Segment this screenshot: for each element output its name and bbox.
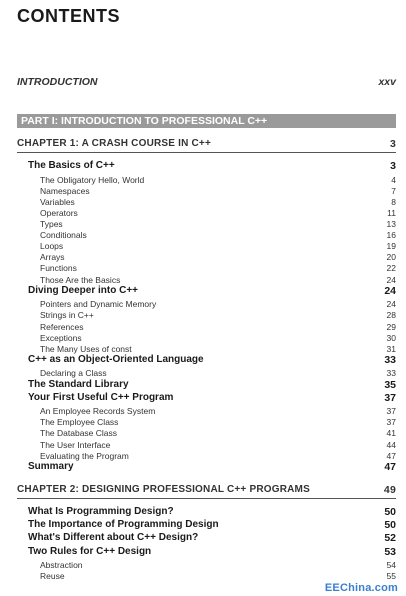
- toc-entry[interactable]: [0, 285, 396, 297]
- toc-entry[interactable]: [0, 392, 396, 404]
- toc-entry[interactable]: [0, 546, 396, 558]
- entry-page: 35: [384, 379, 396, 391]
- entry-page: 13: [386, 219, 396, 229]
- entry-page: 24: [384, 285, 396, 297]
- entry-page: 19: [386, 241, 396, 251]
- toc-entry[interactable]: [0, 263, 396, 275]
- entry-page: 24: [386, 275, 396, 285]
- entry-page: 4: [391, 175, 396, 185]
- entry-label: Functions: [40, 263, 77, 273]
- introduction-page: xxv: [378, 76, 396, 88]
- entry-page: 37: [384, 392, 396, 404]
- entry-label: Two Rules for C++ Design: [28, 546, 152, 557]
- entry-page: 29: [386, 322, 396, 332]
- entry-page: 37: [386, 417, 396, 427]
- entry-label: Operators: [40, 208, 78, 218]
- entry-label: Evaluating the Program: [40, 451, 129, 461]
- entry-page: 7: [391, 186, 396, 196]
- entry-page: 47: [384, 461, 396, 473]
- toc-entry[interactable]: [0, 354, 396, 366]
- entry-label: Arrays: [40, 252, 65, 262]
- entry-label: Loops: [40, 241, 64, 251]
- page-title: CONTENTS: [17, 6, 120, 26]
- entry-label: The Standard Library: [28, 379, 129, 390]
- toc-entry[interactable]: [0, 461, 396, 473]
- entry-label: Abstraction: [40, 560, 83, 570]
- chapter-page: 49: [383, 484, 396, 496]
- entry-label: The Database Class: [40, 428, 118, 438]
- entry-label: What Is Programming Design?: [28, 506, 174, 517]
- entry-page: 50: [384, 506, 396, 518]
- entry-label: The User Interface: [40, 440, 111, 450]
- entry-label: The Basics of C++: [28, 160, 115, 171]
- entry-page: 52: [384, 532, 396, 544]
- toc-entry[interactable]: [0, 160, 396, 172]
- entry-page: 22: [386, 263, 396, 273]
- entry-page: 54: [386, 560, 396, 570]
- entry-label: Your First Useful C++ Program: [28, 392, 174, 403]
- entry-label: Declaring a Class: [40, 368, 107, 378]
- toc-entry[interactable]: [0, 519, 396, 531]
- entry-label: Strings in C++: [40, 310, 94, 320]
- toc-introduction[interactable]: [17, 76, 396, 90]
- watermark: EEChina.com: [324, 582, 398, 594]
- entry-page: 37: [386, 406, 396, 416]
- entry-page: 3: [390, 160, 396, 172]
- entry-page: 28: [386, 310, 396, 320]
- entry-label: Exceptions: [40, 333, 82, 343]
- chapter-2-rule: [17, 498, 396, 499]
- toc-entry[interactable]: [0, 310, 396, 322]
- entry-label: C++ as an Object-Oriented Language: [28, 354, 204, 365]
- toc-entry[interactable]: [0, 428, 396, 440]
- entry-page: 20: [386, 252, 396, 262]
- chapter-label: CHAPTER 1: A CRASH COURSE IN C++: [17, 138, 212, 149]
- chapter-page: 3: [389, 138, 396, 150]
- entry-page: 24: [386, 299, 396, 309]
- entry-label: What's Different about C++ Design?: [28, 532, 199, 543]
- entry-label: Reuse: [40, 571, 65, 581]
- entry-label: Variables: [40, 197, 75, 207]
- entry-label: Pointers and Dynamic Memory: [40, 299, 157, 309]
- entry-label: Namespaces: [40, 186, 90, 196]
- entry-page: 31: [386, 344, 396, 354]
- entry-page: 41: [386, 428, 396, 438]
- entry-page: 44: [386, 440, 396, 450]
- toc-entry[interactable]: [0, 506, 396, 518]
- entry-label: The Employee Class: [40, 417, 119, 427]
- entry-page: 11: [387, 208, 396, 218]
- entry-label: Summary: [28, 461, 74, 472]
- chapter-1-rule: [17, 152, 396, 153]
- entry-page: 50: [384, 519, 396, 531]
- entry-page: 55: [386, 571, 396, 581]
- chapter-label: CHAPTER 2: DESIGNING PROFESSIONAL C++ PROGRAMS: [17, 484, 310, 495]
- entry-page: 33: [386, 368, 396, 378]
- entry-page: 16: [386, 230, 396, 240]
- entry-label: Diving Deeper into C++: [28, 285, 139, 296]
- toc-entry[interactable]: [0, 379, 396, 391]
- entry-page: 53: [384, 546, 396, 558]
- entry-label: Conditionals: [40, 230, 87, 240]
- entry-label: The Importance of Programming Design: [28, 519, 219, 530]
- toc-entry[interactable]: [0, 532, 396, 544]
- entry-label: The Obligatory Hello, World: [40, 175, 145, 185]
- entry-label: References: [40, 322, 84, 332]
- entry-label: Those Are the Basics: [40, 275, 121, 285]
- entry-page: 33: [384, 354, 396, 366]
- entry-label: An Employee Records System: [40, 406, 156, 416]
- entry-label: The Many Uses of const: [40, 344, 132, 354]
- entry-page: 8: [391, 197, 396, 207]
- entry-page: 47: [386, 451, 396, 461]
- part-header: PART I: INTRODUCTION TO PROFESSIONAL C++: [17, 114, 396, 128]
- introduction-label: INTRODUCTION: [17, 76, 98, 88]
- entry-page: 30: [386, 333, 396, 343]
- entry-label: Types: [40, 219, 63, 229]
